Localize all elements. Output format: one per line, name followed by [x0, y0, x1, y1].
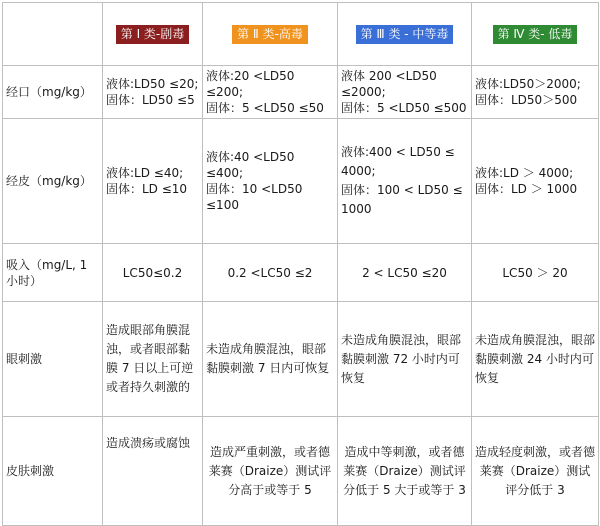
table-cell: 造成轻度刺激，或者德莱赛（Draize）测试评分低于 3: [472, 417, 599, 526]
table-row: [3, 244, 599, 302]
table-cell: 造成严重刺激，或者德莱赛（Draize）测试评分高于或等于 5: [203, 417, 338, 526]
table-cell: LC50 ＞ 20: [472, 244, 599, 302]
class-2-badge: 第 Ⅱ 类-高毒: [232, 25, 308, 44]
row-label-oral: 经口（mg/kg）: [3, 66, 103, 119]
class-2-header: [203, 3, 338, 66]
class-1-header: [103, 3, 203, 66]
table-cell: LC50≤0.2: [103, 244, 203, 302]
table-cell: 液体:20 <LD50 ≤200; 固体：5 <LD50 ≤50: [203, 66, 338, 119]
header-row: [3, 3, 599, 66]
table-cell: 液体 200 <LD50 ≤2000; 固体：5 <LD50 ≤500: [338, 66, 472, 119]
row-label-inhalation: 吸入（mg/L, 1 小时）: [3, 244, 103, 302]
class-1-badge: 第 Ⅰ 类-剧毒: [116, 25, 190, 44]
table-cell: 造成中等刺激，或者德莱赛（Draize）测试评分低于 5 大于或等于 3: [338, 417, 472, 526]
table-cell: 造成溃疡或腐蚀: [103, 417, 203, 526]
table-cell: 未造成角膜混浊，眼部黏膜刺激 7 日内可恢复: [203, 302, 338, 417]
row-label-eye-irritation: 眼刺激: [3, 302, 103, 417]
table-cell: 液体:LD50＞2000; 固体：LD50＞500: [472, 66, 599, 119]
table-cell: 液体:LD50 ≤20; 固体：LD50 ≤5: [103, 66, 203, 119]
table-row: [3, 302, 599, 417]
class-4-header: [472, 3, 599, 66]
table-cell: 未造成角膜混浊，眼部黏膜刺激 72 小时内可恢复: [338, 302, 472, 417]
row-label-dermal: 经皮（mg/kg）: [3, 119, 103, 244]
corner-cell: [3, 3, 103, 66]
table-row: [3, 66, 599, 119]
table-row: [3, 119, 599, 244]
table-cell: 液体:LD ≤40; 固体：LD ≤10: [103, 119, 203, 244]
toxicity-classification-table: [2, 2, 599, 526]
table-cell: 2 < LC50 ≤20: [338, 244, 472, 302]
class-3-header: [338, 3, 472, 66]
class-3-badge: 第 Ⅲ 类 - 中等毒: [356, 25, 454, 44]
table-row: [3, 417, 599, 526]
class-4-badge: 第 Ⅳ 类- 低毒: [493, 25, 578, 44]
table-cell: 0.2 <LC50 ≤2: [203, 244, 338, 302]
table-cell: 未造成角膜混浊，眼部黏膜刺激 24 小时内可恢复: [472, 302, 599, 417]
table-cell: 液体:LD ＞ 4000; 固体：LD ＞ 1000: [472, 119, 599, 244]
table-cell: 液体:400 < LD50 ≤ 4000; 固体：100 < LD50 ≤ 1000: [338, 119, 472, 244]
row-label-skin-irritation: 皮肤刺激: [3, 417, 103, 526]
table-cell: 液体:40 <LD50 ≤400; 固体：10 <LD50 ≤100: [203, 119, 338, 244]
table-cell: 造成眼部角膜混浊，或者眼部黏膜 7 日以上可逆或者持久刺激的: [103, 302, 203, 417]
